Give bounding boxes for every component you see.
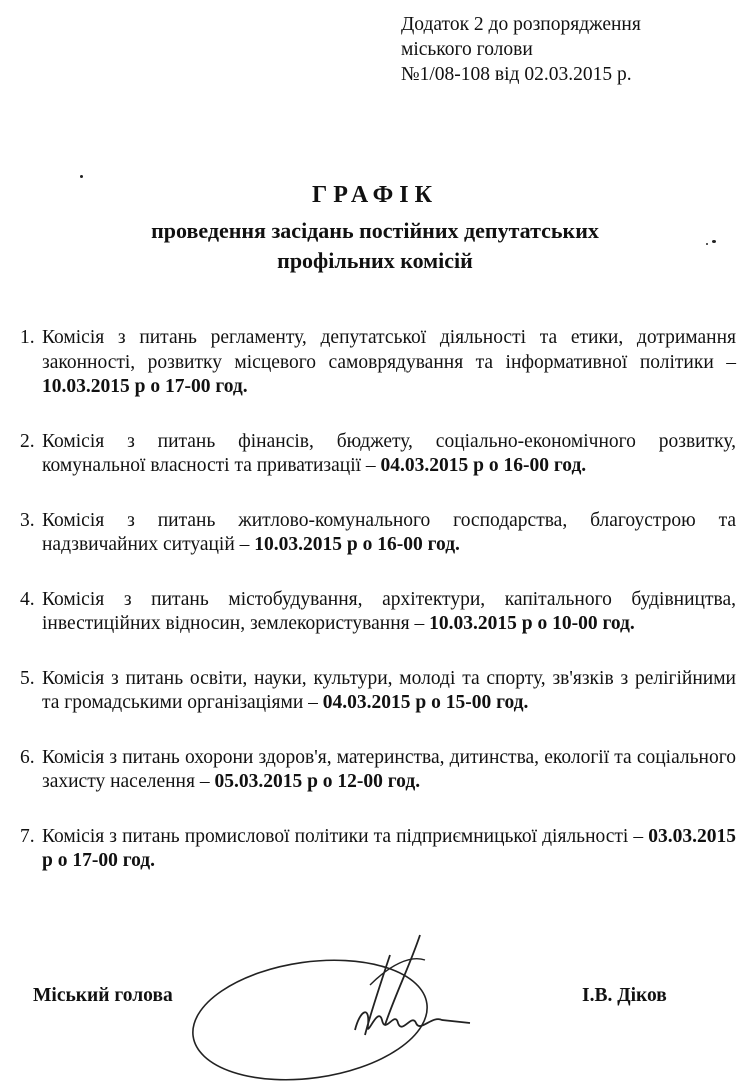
list-item: [20, 746, 736, 795]
title-sub-1: проведення засідань постійних депутатських: [151, 218, 599, 243]
item-date: 03.03.2015 р о 17-00 год.: [42, 825, 736, 871]
list-item: [20, 667, 736, 716]
item-text: Комісія з питань освіти, науки, культури, молоді та спорту, зв'язків з релігійними та громадськими організаціями –: [42, 667, 736, 713]
appendix-line-2: міського голови: [401, 39, 533, 60]
item-number: 3.: [20, 509, 35, 531]
list-item: [20, 326, 736, 400]
mayor-position: Міський голова: [33, 985, 173, 1006]
list-item: [20, 588, 736, 637]
appendix-line-3: №1/08-108 від 02.03.2015 р.: [401, 64, 632, 85]
item-number: 1.: [20, 327, 35, 348]
list-item: [20, 430, 736, 479]
item-number: 7.: [20, 825, 35, 847]
item-date: 04.03.2015 р о 15-00 год.: [322, 692, 529, 713]
item-text: Комісія з питань житлово-комунального господарства, благоустрою та надзвичайних ситуацій –: [42, 509, 736, 555]
item-number: 6.: [20, 746, 35, 768]
item-number: 2.: [20, 430, 35, 452]
title-main: ГРАФІК: [311, 182, 439, 208]
item-text: Комісія з питань охорони здоров'я, материнства, дитинства, екології та соціального захисту населення –: [42, 746, 736, 792]
scan-speck: [80, 175, 83, 178]
item-number: 5.: [20, 667, 35, 689]
appendix-line-1: Додаток 2 до розпорядження: [401, 14, 641, 35]
list-item: [20, 509, 736, 558]
mayor-name: І.В. Діков: [582, 985, 667, 1006]
commission-list: [20, 326, 736, 874]
scan-speck: [706, 243, 708, 245]
item-date: 10.03.2015 р о 10-00 год.: [429, 613, 635, 634]
signature: [180, 925, 480, 1085]
item-date: 10.03.2015 р о 16-00 год.: [254, 534, 460, 555]
item-text: Комісія з питань регламенту, депутатської діяльності та етики, дотримання законності, розвитку місцевого самоврядування та інформативної політики –: [42, 327, 736, 373]
item-text: Комісія з питань промислової політики та підприємницької діяльності –: [42, 825, 649, 847]
scan-speck: [712, 240, 716, 243]
title-sub-2: профільних комісій: [277, 248, 473, 273]
item-number: 4.: [20, 588, 35, 610]
item-date: 10.03.2015 р о 17-00 год.: [42, 376, 248, 397]
document-title: [0, 180, 750, 276]
item-text: Комісія з питань фінансів, бюджету, соціально-економічного розвитку, комунальної власності та приватизації –: [42, 430, 736, 476]
item-date: 04.03.2015 р о 16-00 год.: [380, 455, 587, 476]
item-date: 05.03.2015 р о 12-00 год.: [214, 771, 421, 792]
list-item: [20, 825, 736, 874]
appendix-note: [401, 12, 641, 87]
item-text: Комісія з питань містобудування, архітектури, капітального будівництва, інвестиційних відносин, землекористування –: [42, 588, 736, 634]
